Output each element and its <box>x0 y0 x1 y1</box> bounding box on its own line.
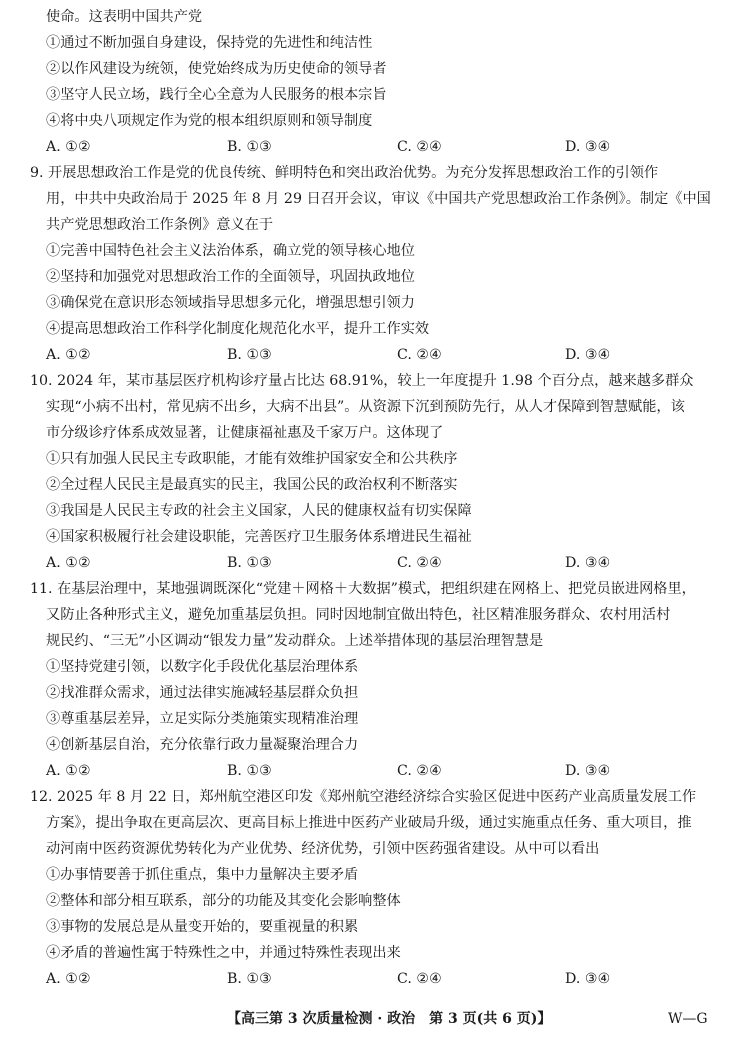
option-line: ①完善中国特色社会主义法治体系，确立党的领导核心地位 <box>46 243 415 259</box>
choice-d[interactable]: D. ③④ <box>565 347 611 363</box>
choice-b[interactable]: B. ①③ <box>227 139 272 155</box>
option-line: ①坚持党建引领，以数字化手段优化基层治理体系 <box>46 659 359 675</box>
question-8 <box>30 4 720 160</box>
choice-a[interactable]: A. ①② <box>46 347 91 363</box>
choice-b[interactable]: B. ①③ <box>227 347 272 363</box>
question-stem-line: 用，中共中央政治局于 2025 年 8 月 29 日召开会议，审议《中国共产党思想政治工作条例》。制定《中国 <box>46 191 711 207</box>
question-stem-line: 实现“小病不出村，常见病不出乡，大病不出县”。从资源下沉到预防先行，从人才保障到智慧赋能，该 <box>46 399 685 415</box>
choice-d[interactable]: D. ③④ <box>565 763 611 779</box>
option-line: ④矛盾的普遍性寓于特殊性之中，并通过特殊性表现出来 <box>46 945 401 961</box>
option-line: ②坚持和加强党对思想政治工作的全面领导，巩固执政地位 <box>46 269 415 285</box>
choice-c[interactable]: C. ②④ <box>397 139 442 155</box>
choice-b[interactable]: B. ①③ <box>227 763 272 779</box>
option-line: ③坚守人民立场，践行全心全意为人民服务的根本宗旨 <box>46 87 387 103</box>
page-content <box>30 4 720 992</box>
choice-a[interactable]: A. ①② <box>46 763 91 779</box>
footer-title: 【高三第 3 次质量检测 · 政治 第 3 页(共 6 页)】 <box>227 1011 552 1027</box>
answer-choices <box>30 550 720 576</box>
choice-b[interactable]: B. ①③ <box>227 555 272 571</box>
choice-d[interactable]: D. ③④ <box>565 139 611 155</box>
option-line: ③尊重基层差异，立足实际分类施策实现精准治理 <box>46 711 359 727</box>
question-stem-line: 市分级诊疗体系成效显著，让健康福祉惠及千家万户。这体现了 <box>46 425 444 441</box>
option-line: ③事物的发展总是从量变开始的，要重视量的积累 <box>46 919 359 935</box>
answer-choices <box>30 342 720 368</box>
choice-c[interactable]: C. ②④ <box>397 763 442 779</box>
choice-c[interactable]: C. ②④ <box>397 347 442 363</box>
answer-choices <box>30 758 720 784</box>
choice-d[interactable]: D. ③④ <box>565 971 611 987</box>
question-stem-line: 共产党思想政治工作条例》意义在于 <box>46 217 274 233</box>
option-line: ④创新基层自治，充分依靠行政力量凝聚治理合力 <box>46 737 359 753</box>
footer-code: W—G <box>668 1011 708 1027</box>
question-stem-line: 10. 2024 年，某市基层医疗机构诊疗量占比达 68.91%，较上一年度提升 1.98 个百分点，越来越多群众 <box>30 373 694 389</box>
question-stem-line: 又防止各种形式主义，避免加重基层负担。同时因地制宜做出特色，社区精准服务群众、农村用活村 <box>46 607 671 623</box>
option-line: ③我国是人民民主专政的社会主义国家，人民的健康权益有切实保障 <box>46 503 472 519</box>
option-line: ①只有加强人民民主专政职能，才能有效维护国家安全和公共秩序 <box>46 451 458 467</box>
question-11 <box>30 576 720 784</box>
choice-a[interactable]: A. ①② <box>46 555 91 571</box>
option-line: ④提高思想政治工作科学化制度化规范化水平，提升工作实效 <box>46 321 430 337</box>
option-line: ②找准群众需求，通过法律实施减轻基层群众负担 <box>46 685 359 701</box>
question-stem-line: 9. 开展思想政治工作是党的优良传统、鲜明特色和突出政治优势。为充分发挥思想政治工作的引领作 <box>30 165 659 181</box>
option-line: ①通过不断加强自身建设，保持党的先进性和纯洁性 <box>46 35 373 51</box>
question-10 <box>30 368 720 576</box>
option-line: ②以作风建设为统领，使党始终成为历史使命的领导者 <box>46 61 387 77</box>
answer-choices <box>30 134 720 160</box>
option-line: ④国家积极履行社会建设职能，完善医疗卫生服务体系增进民生福祉 <box>46 529 472 545</box>
question-stem-line: 使命。这表明中国共产党 <box>46 9 203 25</box>
question-12 <box>30 784 720 992</box>
question-stem-line: 动河南中医药资源优势转化为产业优势、经济优势，引领中医药强省建设。从中可以看出 <box>46 841 600 857</box>
choice-a[interactable]: A. ①② <box>46 971 91 987</box>
choice-d[interactable]: D. ③④ <box>565 555 611 571</box>
option-line: ①办事情要善于抓住重点，集中力量解决主要矛盾 <box>46 867 359 883</box>
option-line: ④将中央八项规定作为党的根本组织原则和领导制度 <box>46 113 373 129</box>
choice-b[interactable]: B. ①③ <box>227 971 272 987</box>
question-stem-line: 规民约、“三无”小区调动“银发力量”发动群众。上述举措体现的基层治理智慧是 <box>46 633 544 649</box>
question-9 <box>30 160 720 368</box>
page-footer <box>0 1006 739 1032</box>
choice-a[interactable]: A. ①② <box>46 139 91 155</box>
choice-c[interactable]: C. ②④ <box>397 971 442 987</box>
option-line: ③确保党在意识形态领域指导思想多元化，增强思想引领力 <box>46 295 415 311</box>
choice-c[interactable]: C. ②④ <box>397 555 442 571</box>
question-stem-line: 12. 2025 年 8 月 22 日，郑州航空港区印发《郑州航空港经济综合实验区促进中医药产业高质量发展工作 <box>30 789 697 805</box>
option-line: ②整体和部分相互联系，部分的功能及其变化会影响整体 <box>46 893 401 909</box>
option-line: ②全过程人民民主是最真实的民主，我国公民的政治权利不断落实 <box>46 477 458 493</box>
answer-choices <box>30 966 720 992</box>
question-stem-line: 11. 在基层治理中，某地强调既深化“党建＋网格＋大数据”模式，把组织建在网格上、把党员嵌进网格里， <box>30 581 696 597</box>
question-stem-line: 方案》，提出争取在更高层次、更高目标上推进中医药产业破局升级，通过实施重点任务、重大项目，推 <box>46 815 692 831</box>
